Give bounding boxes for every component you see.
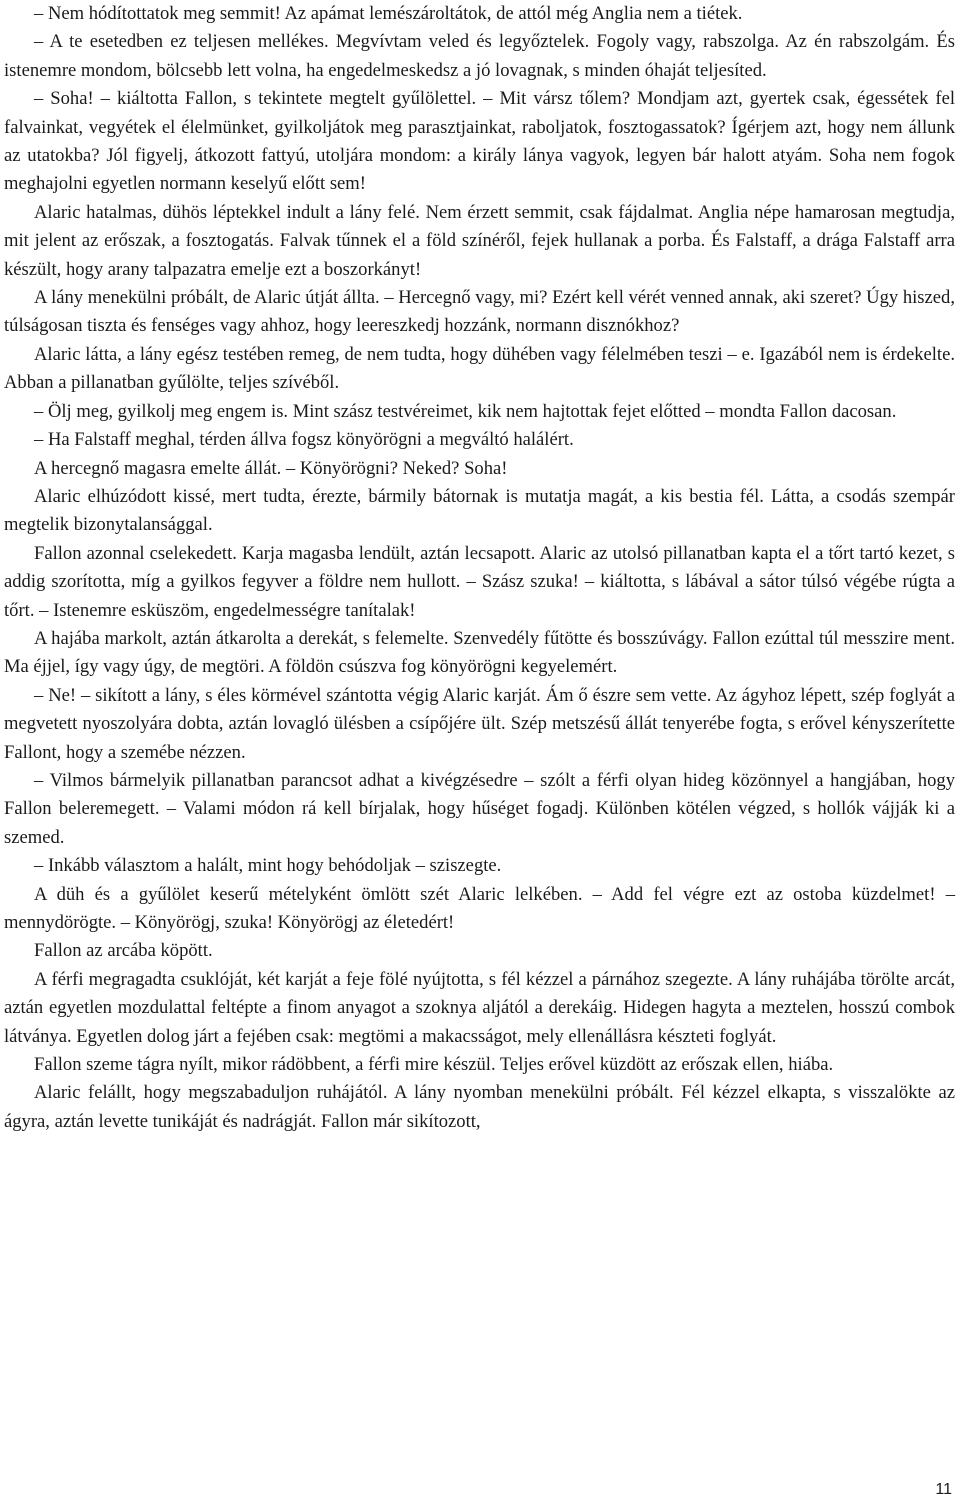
paragraph-4: Alaric hatalmas, dühös léptekkel indult a lány felé. Nem érzett semmit, csak fájdalmat. Anglia népe hamarosan megtudja, mit jelent az erőszak, a fosztogatás. Falvak tűnnek el a föld színéről, fejek hullanak a porba. És Falstaff, a drága Falstaff arra készült, hogy arany talpazatra emelje ezt a boszorkányt! bbox=[4, 201, 955, 280]
paragraph-12: A hajába markolt, aztán átkarolta a derekát, s felemelte. Szenvedély fűtötte és bosszúvágy. Fallon ezúttal túl messzire ment. Ma éjjel, így vagy úgy, de megtöri. A földön csúszva fog könyörögni kegyelemért. bbox=[4, 627, 955, 678]
paragraph-3: – Soha! – kiáltotta Fallon, s tekintete megtelt gyűlölettel. – Mit vársz tőlem? Mondjam azt, gyertek csak, égessétek fel falvainkat, vegyétek el élelmünket, gyilkoljátok meg parasztjainkat, raboljatok, fosztogassatok? Ígérjem azt, hogy nem állunk az utatokba? Jól figyelj, átkozott fattyú, utoljára mondom: a király lánya vagyok, legyen bár halott atyám. Soha nem fogok meghajolni egyetlen normann keselyű előtt sem! bbox=[4, 88, 955, 195]
paragraph-5: A lány menekülni próbált, de Alaric útját állta. – Hercegnő vagy, mi? Ezért kell vérét venned annak, aki szeret? Úgy hiszed, túlságosan tiszta és fenséges vagy ahhoz, hogy leereszkedj hozzánk, normann disznókhoz? bbox=[4, 287, 955, 337]
paragraph-6: Alaric látta, a lány egész testében remeg, de nem tudta, hogy dühében vagy félelmében teszi – e. Igazából nem is érdekelte. Abban a pillanatban gyűlölte, teljes szívéből. bbox=[4, 343, 955, 394]
paragraph-8: – Ha Falstaff meghal, térden állva fogsz könyörögni a megváltó halálért. bbox=[34, 429, 574, 451]
paragraph-20: Alaric felállt, hogy megszabaduljon ruhájától. A lány nyomban menekülni próbált. Fél kézzel elkapta, s visszalökte az ágyra, aztán levette tunikáját és nadrágját. Fallon már sikítozott, bbox=[4, 1082, 955, 1132]
paragraph-14: – Vilmos bármelyik pillanatban parancsot adhat a kivégzésedre – szólt a férfi olyan hideg közönnyel a hangjában, hogy Fallon beleremegett. – Valami módon rá kell bírjalak, hogy hűséget fogadj. Különben kötélen végzed, s hollók vájják ki a szemed. bbox=[4, 769, 955, 848]
paragraph-2: – A te esetedben ez teljesen mellékes. Megvívtam veled és legyőztelek. Fogoly vagy, rabszolga. Az én rabszolgám. És istenemre mondom, bölcsebb lett volna, ha engedelmeskedsz a jó lovagnak, s minden óhaját teljesíted. bbox=[4, 31, 955, 81]
paragraph-17: Fallon az arcába köpött. bbox=[34, 940, 213, 962]
paragraph-13: – Ne! – sikított a lány, s éles körmével szántotta végig Alaric karját. Ám ő észre sem vette. Az ágyhoz lépett, szép foglyát a megvetett nyoszolyára dobta, aztán lovagló ülésben a csípőjére ült. Szép metszésű állát tenyerébe fogta, s erővel kényszerítette Fallont, hogy a szemébe nézzen. bbox=[4, 684, 955, 763]
paragraph-7: – Ölj meg, gyilkolj meg engem is. Mint szász testvéreimet, kik nem hajtottak fejet előtted – mondta Fallon dacosan. bbox=[34, 400, 897, 422]
paragraph-19: Fallon szeme tágra nyílt, mikor rádöbbent, a férfi mire készül. Teljes erővel küzdött az erőszak ellen, hiába. bbox=[34, 1054, 834, 1076]
paragraph-16: A düh és a gyűlölet keserű mételyként ömlött szét Alaric lelkében. – Add fel végre ezt az ostoba küzdelmet! – mennydörögte. – Könyörögj, szuka! Könyörögj az életedért! bbox=[4, 883, 955, 933]
paragraph-1: – Nem hódítottatok meg semmit! Az apámat lemészároltátok, de attól még Anglia nem a tiétek. bbox=[34, 3, 743, 24]
paragraph-18: A férfi megragadta csuklóját, két karját a feje fölé nyújtotta, s fél kézzel a párnához szegezte. A lány ruhájába törölte arcát, aztán egyetlen mozdulattal feltépte a finom anyagot a szoknya aljától a derekáig. Hidegen hagyta a meztelen, hosszú combok látványa. Egyetlen dolog járt a fejében csak: megtömi a makacsságot, mely ellenállásra készteti foglyát. bbox=[4, 968, 955, 1047]
paragraph-11: Fallon azonnal cselekedett. Karja magasba lendült, aztán lecsapott. Alaric az utolsó pillanatban kapta el a tőrt tartó kezet, s addig szorította, míg a gyilkos fegyver a földre nem hullott. – Szász szuka! – kiáltotta, s lábával a sátor túlsó végébe rúgta a tőrt. – Istenemre esküszöm, engedelmességre tanítalak! bbox=[4, 542, 955, 621]
paragraph-10: Alaric elhúzódott kissé, mert tudta, érezte, bármily bátornak is mutatja magát, a kis bestia fél. Látta, a csodás szempár megtelik bizonytalansággal. bbox=[4, 485, 955, 536]
paragraph-9: A hercegnő magasra emelte állát. – Könyörögni? Neked? Soha! bbox=[34, 457, 508, 479]
document-body bbox=[4, 0, 955, 1136]
page-number: 11 bbox=[935, 1481, 952, 1498]
paragraph-15: – Inkább választom a halált, mint hogy behódoljak – sziszegte. bbox=[34, 855, 502, 877]
